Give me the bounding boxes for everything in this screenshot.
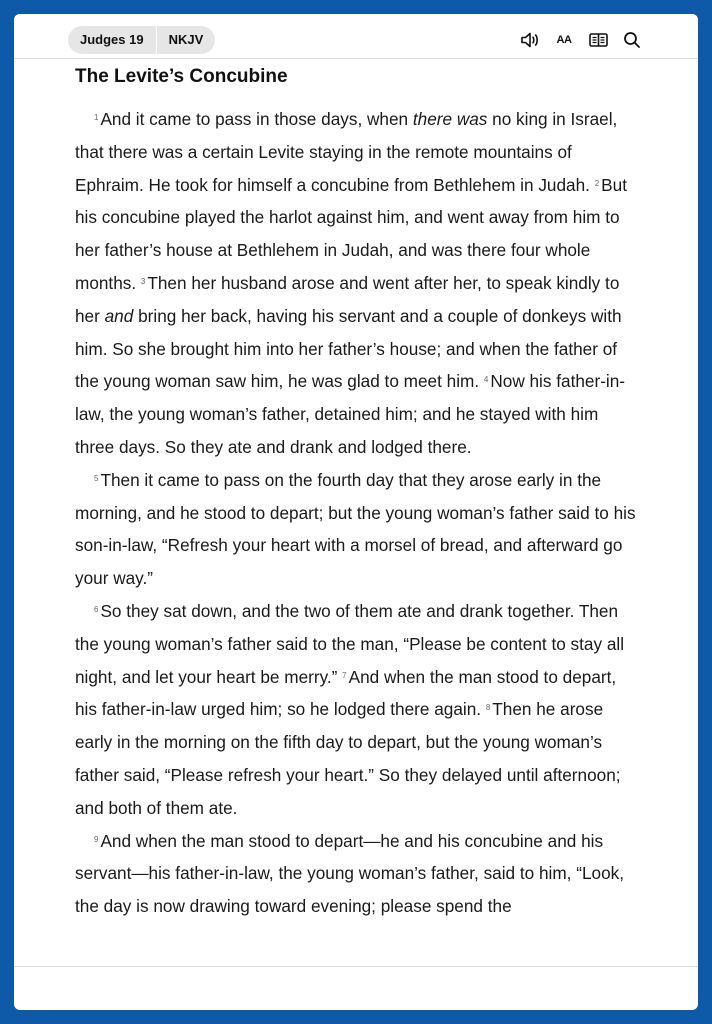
- paragraph: [75, 595, 641, 825]
- toolbar: [520, 30, 642, 50]
- verse-text[interactable]: But his concubine played the harlot against him, and went away from him to her father’s house at Bethlehem in Judah, and was there four whole months.: [75, 174, 627, 293]
- verse-text[interactable]: bring her back, having his servant and a couple of donkeys with him. So she brought him into her father’s house; and when the father of the young woman saw him, he was glad to meet him.: [75, 305, 622, 392]
- verse-number[interactable]: 4: [483, 375, 489, 385]
- verse-text[interactable]: Now his father-in-law, the young woman’s father, detained him; and he stayed with him three days. So they ate and drank and lodged there.: [75, 371, 626, 457]
- verse-text[interactable]: So they sat down, and the two of them ate and drank together. Then the young woman’s father said to the man, “Please be content to stay all night, and let your heart be merry.”: [75, 600, 625, 687]
- verse-number[interactable]: 8: [485, 703, 491, 713]
- search-icon[interactable]: [622, 30, 642, 50]
- text-size-icon[interactable]: [554, 30, 574, 50]
- verse-text[interactable]: Then it came to pass on the fourth day that they arose early in the morning, and he stood to depart; but the young woman’s father said to his son-in-law, “Refresh your heart with a morsel of bread, and afterward go your way.”: [75, 469, 636, 589]
- verse-italic-text[interactable]: there was: [412, 109, 488, 129]
- paragraph: [75, 464, 641, 595]
- verse-text[interactable]: no king in Israel, that there was a certain Levite staying in the remote mountains of Ephraim. He took for himself a concubine from Bethlehem in Judah.: [75, 109, 618, 195]
- verse-number[interactable]: 9: [94, 834, 99, 844]
- book-chapter-button[interactable]: Judges 19: [80, 32, 144, 47]
- verse-text[interactable]: And when the man stood to depart—he and his concubine and his servant—his father-in-law, the young woman’s father, said to him, “Look, the day is now drawing toward evening; please spend the: [75, 830, 624, 917]
- parallel-view-icon[interactable]: [588, 30, 608, 50]
- verse-number[interactable]: 3: [140, 276, 146, 286]
- verse-text[interactable]: And when the man stood to depart, his father-in-law urged him; so he lodged there again.: [75, 666, 617, 720]
- reference-pill: [68, 26, 215, 54]
- speaker-icon[interactable]: [520, 30, 540, 50]
- verse-text[interactable]: Then he arose early in the morning on the fifth day to depart, but the young woman’s father said, “Please refresh your heart.” So they delayed until afternoon; and both of them ate.: [75, 699, 621, 818]
- paragraph: [75, 103, 641, 464]
- chapter-text: [75, 103, 641, 923]
- verse-number[interactable]: 1: [94, 113, 99, 122]
- chapter-content: [75, 64, 641, 923]
- paragraph: [75, 825, 641, 923]
- verse-italic-text[interactable]: and: [104, 305, 134, 326]
- verse-number[interactable]: 5: [94, 473, 99, 483]
- bottom-divider: [14, 966, 698, 967]
- verse-text[interactable]: And it came to pass in those days, when: [100, 109, 413, 129]
- reader-window: [14, 14, 698, 1010]
- section-title: The Levite’s Concubine: [75, 66, 288, 87]
- top-bar: [14, 14, 698, 59]
- verse-number[interactable]: 2: [594, 178, 600, 188]
- verse-text[interactable]: Then her husband arose and went after her, to speak kindly to her: [75, 272, 620, 326]
- verse-number[interactable]: 6: [94, 604, 99, 614]
- verse-number[interactable]: 7: [342, 670, 347, 680]
- text-size-label: AA: [556, 34, 572, 46]
- version-button[interactable]: NKJV: [168, 32, 204, 47]
